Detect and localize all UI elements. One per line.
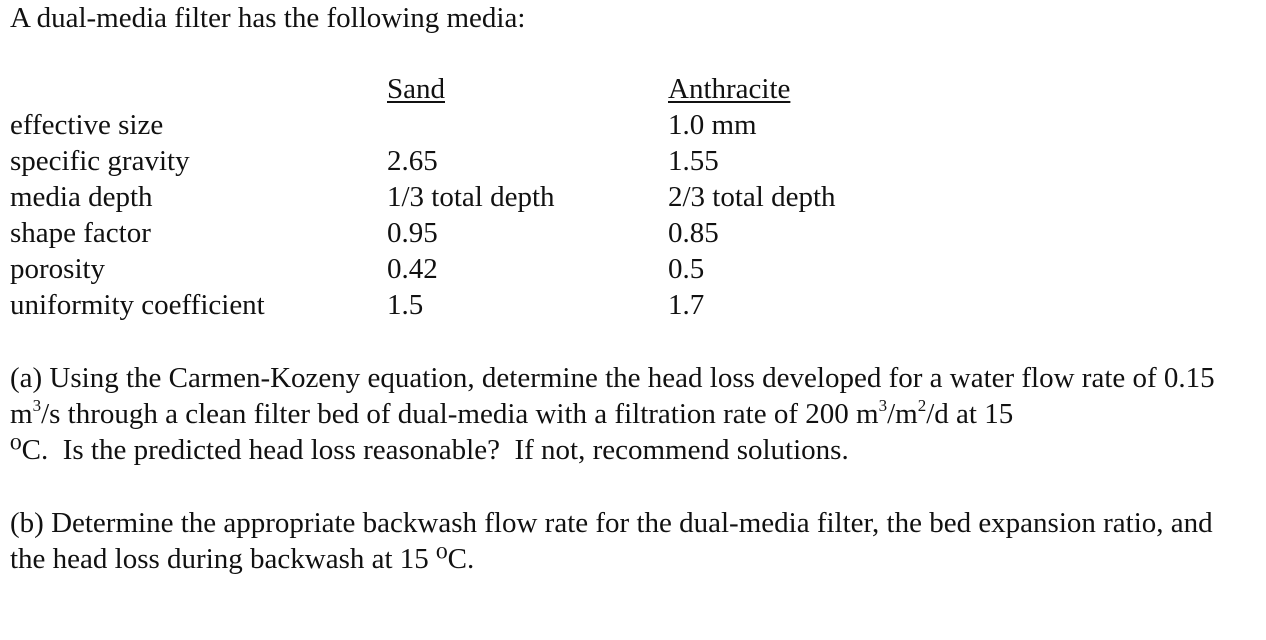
row-anthracite-value: 2/3 total depth (668, 181, 836, 213)
row-anthracite-value: 0.85 (668, 217, 719, 249)
question-a-text: (a) Using the Carmen-Kozeny equation, determine the head loss developed for a water flow rate of 0.15 m (10, 362, 1215, 430)
header-sand (387, 71, 668, 107)
row-property: media depth (10, 181, 153, 213)
row-sand-value: 2.65 (387, 145, 438, 177)
row-sand-value (387, 107, 668, 143)
superscript: 3 (878, 396, 888, 415)
question-b-text: (b) Determine the appropriate backwash flow rate for the dual-media filter, the bed expansion ratio, and the head loss during backwash at 15 (10, 507, 1213, 575)
table-row (10, 287, 968, 323)
row-property: uniformity coefficient (10, 289, 265, 321)
row-sand-value: 1.5 (387, 289, 424, 321)
row-anthracite-value: 1.55 (668, 145, 719, 177)
header-sand-label: Sand (387, 73, 445, 105)
header-property (10, 71, 387, 107)
superscript: 2 (917, 396, 927, 415)
degree-unit: ⁰C. (10, 434, 49, 466)
table-row (10, 179, 968, 215)
row-sand-value: 0.95 (387, 217, 438, 249)
row-anthracite-value: 1.0 mm (668, 109, 757, 141)
media-properties-table (10, 71, 968, 323)
question-b (10, 505, 1250, 577)
row-sand-value: 0.42 (387, 253, 438, 285)
degree-unit: ⁰C. (436, 543, 475, 575)
question-a (10, 360, 1250, 468)
table-row (10, 107, 968, 143)
row-property: porosity (10, 253, 106, 285)
row-sand-value: 1/3 total depth (387, 181, 555, 213)
row-anthracite-value: 1.7 (668, 289, 705, 321)
question-a-text: Is the predicted head loss reasonable? If not, recommend solutions. (48, 434, 849, 466)
table-row (10, 215, 968, 251)
table-row (10, 143, 968, 179)
superscript: 3 (32, 396, 42, 415)
table-header-row (10, 71, 968, 107)
row-property: effective size (10, 109, 164, 141)
table-row (10, 251, 968, 287)
question-a-text: /s through a clean filter bed of dual-media with a filtration rate of 200 m (41, 398, 879, 430)
header-anthracite-label: Anthracite (668, 73, 791, 105)
header-anthracite (668, 71, 968, 107)
question-a-text: /d at 15 (926, 398, 1014, 430)
intro-text: A dual-media filter has the following media: (10, 2, 526, 34)
question-a-text: /m (887, 398, 918, 430)
row-property: shape factor (10, 217, 151, 249)
row-anthracite-value: 0.5 (668, 253, 705, 285)
row-property: specific gravity (10, 145, 190, 177)
